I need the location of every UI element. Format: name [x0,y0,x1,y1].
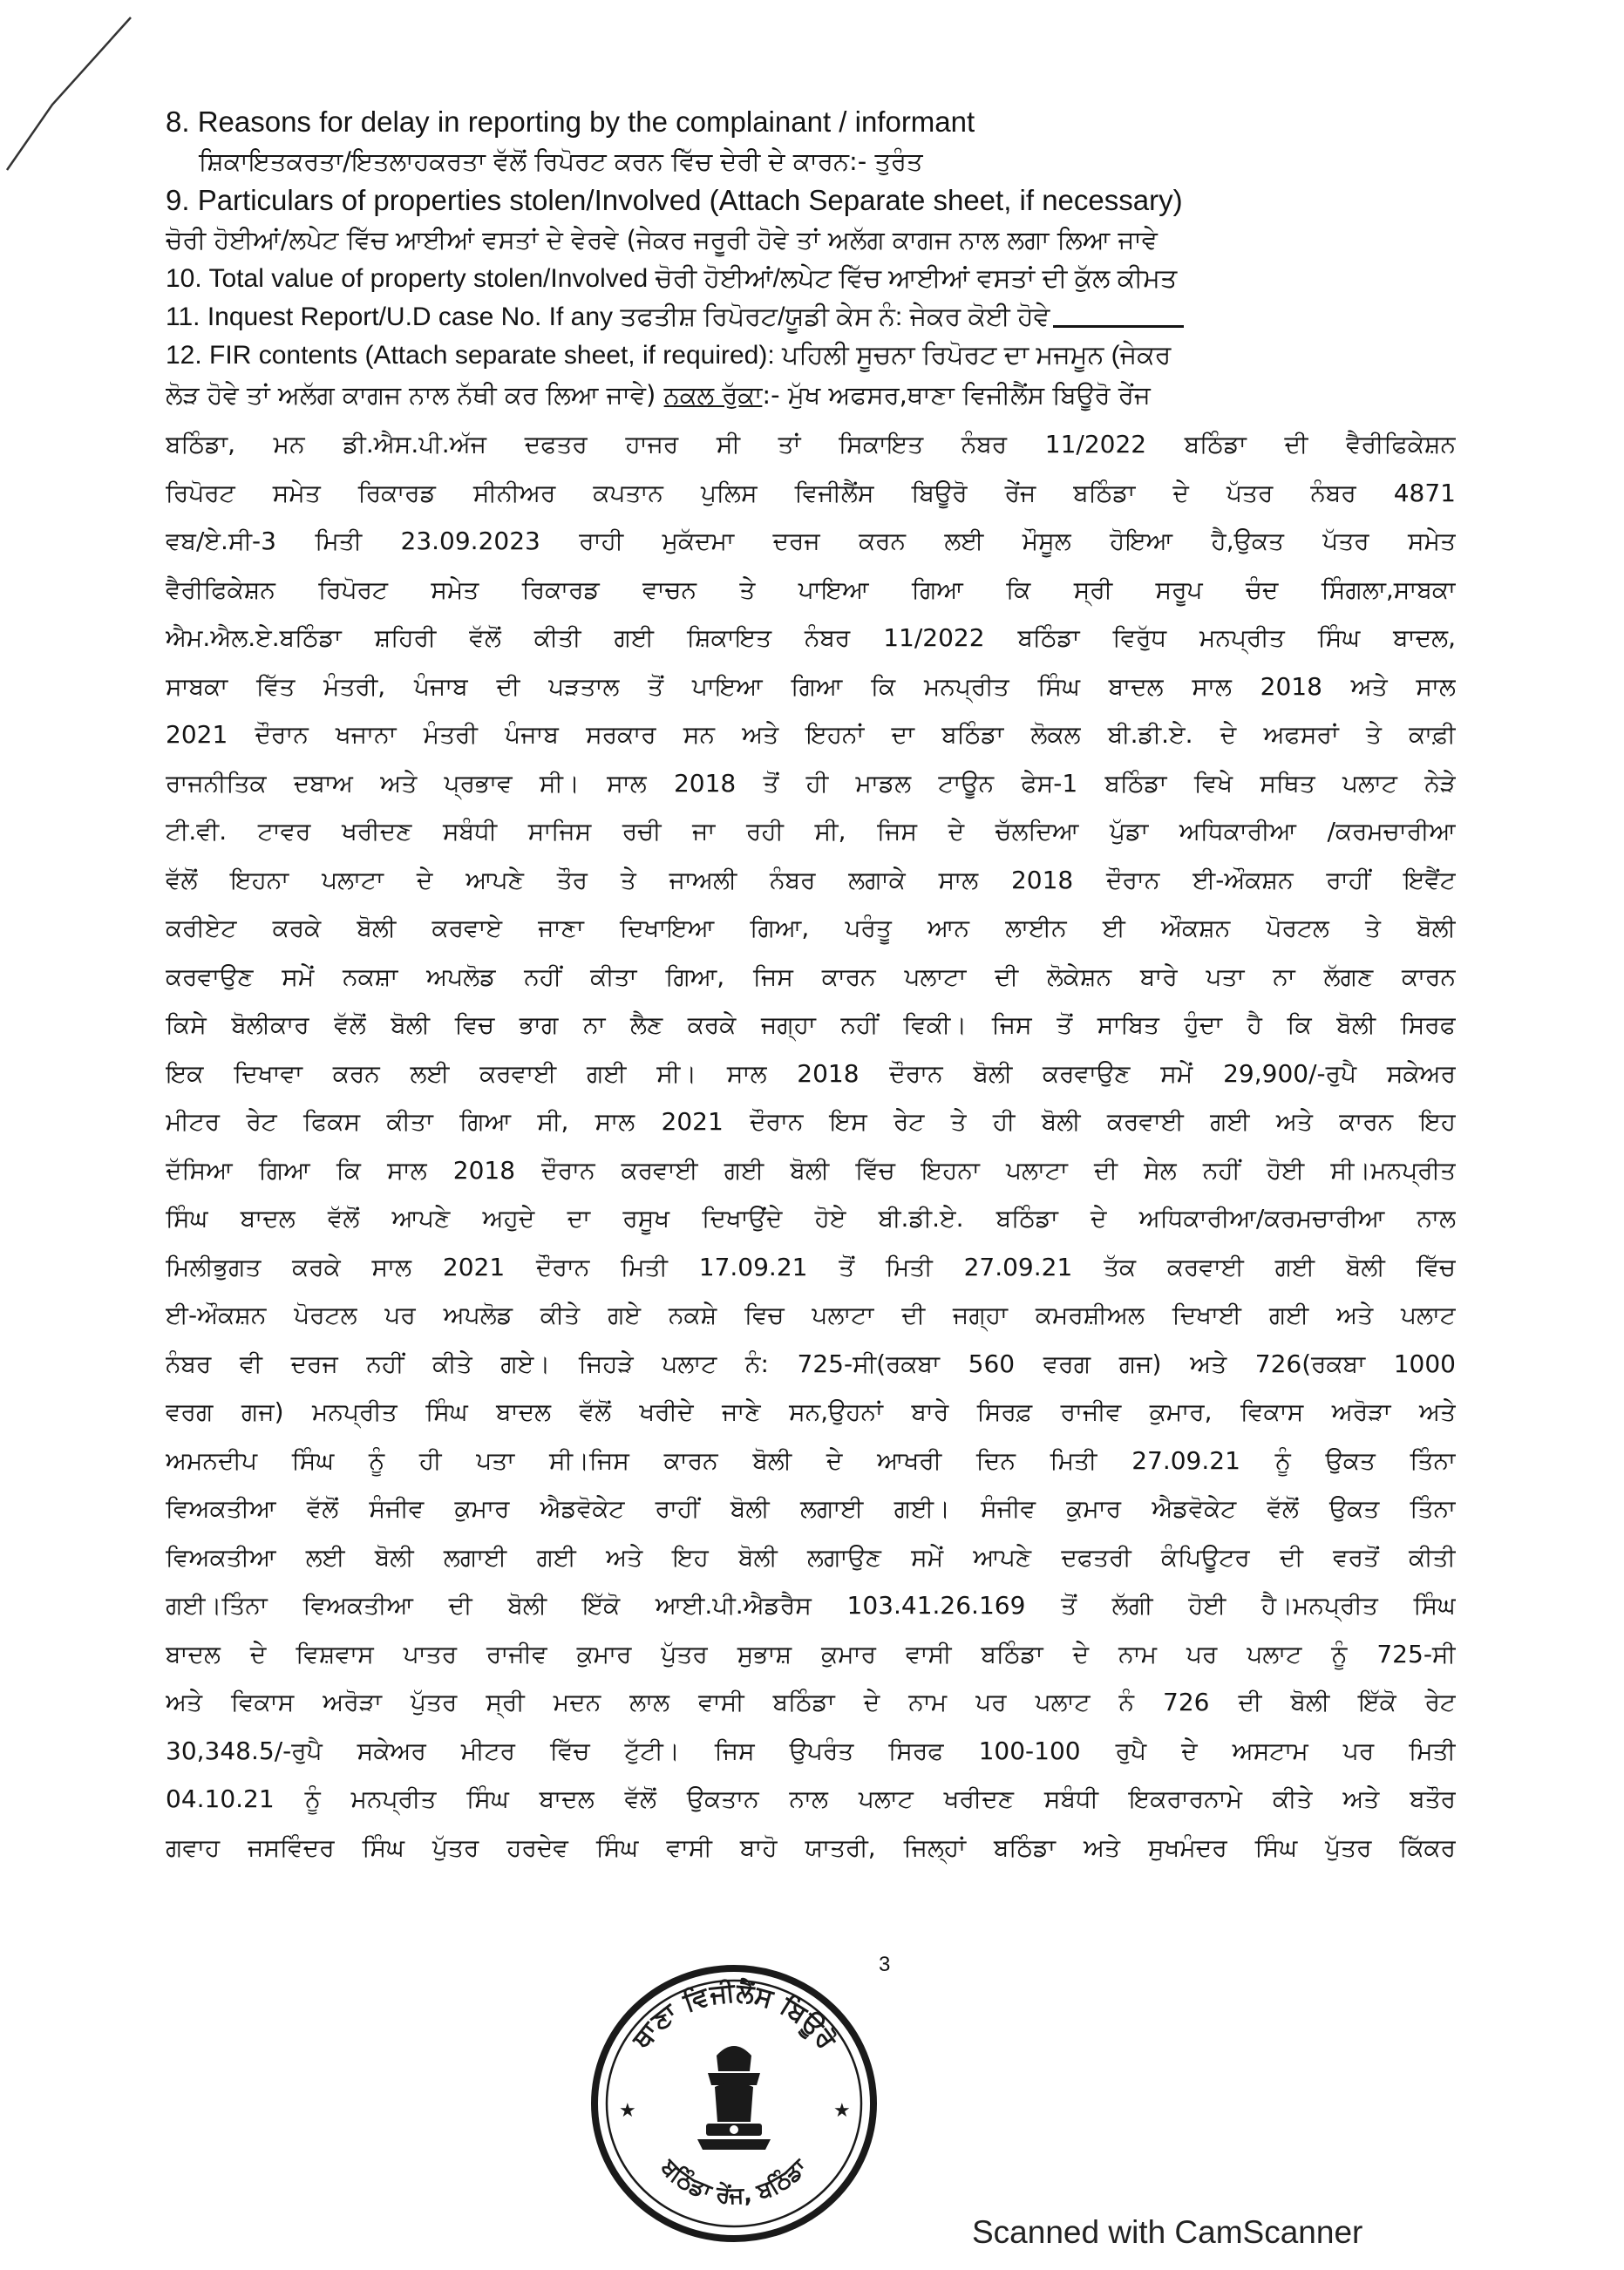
body-line: ਵਰਗ ਗਜ) ਮਨਪ੍ਰੀਤ ਸਿੰਘ ਬਾਦਲ ਵੱਲੋਂ ਖਰੀਦੇ ਜਾਣੇ ਸਨ,ਉਹਨਾਂ ਬਾਰੇ ਸਿਰਫ਼ ਰਾਜੀਵ ਕੁਮਾਰ, ਵਿਕਾਸ ਅਰੋੜਾ ਅਤੇ [166,1397,1456,1426]
item11-english: 11. Inquest Report/U.D case No. If any [166,302,614,331]
ashoka-emblem-icon [697,2046,771,2150]
item8-punjabi-line: ਸ਼ਿਕਾਇਤਕਰਤਾ/ਇਤਲਾਹਕਰਤਾ ਵੱਲੋਂ ਰਿਪੋਰਟ ਕਰਨ ਵਿੱਚ ਦੇਰੀ ਦੇ ਕਾਰਨ:- ਤੁਰੰਤ [199,146,923,176]
item10-line [166,260,1456,298]
seal-star-right-icon: ★ [833,2100,851,2122]
item12-english: 12. FIR contents (Attach separate sheet, if required): [166,341,775,370]
item12-punjabi-heading-1: ਪਹਿਲੀ ਸੂਚਨਾ ਰਿਪੋਰਟ ਦਾ ਮਜਮੂਨ (ਜੇਕਰ [782,341,1172,370]
body-line: ਵਬ/ਏ.ਸੀ-3 ਮਿਤੀ 23.09.2023 ਰਾਹੀ ਮੁਕੱਦਮਾ ਦਰਜ ਕਰਨ ਲਈ ਮੌਸੂਲ ਹੋਇਆ ਹੈ,ਉਕਤ ਪੱਤਰ ਸਮੇਤ [166,527,1456,555]
body-line: ਗਵਾਹ ਜਸਵਿੰਦਰ ਸਿੰਘ ਪੁੱਤਰ ਹਰਦੇਵ ਸਿੰਘ ਵਾਸੀ ਬਾਹੋ ਯਾਤਰੀ, ਜਿਲ੍ਹਾਂ ਬਠਿੰਡਾ ਅਤੇ ਸੁਖਮੰਦਰ ਸਿੰਘ ਪੁੱਤਰ ਕਿੱਕਰ [166,1832,1456,1862]
naqal-rukka-label: ਨਕਲ ਰੁੱਕਾ [663,380,763,410]
item11-line [166,298,1456,336]
item11-punjabi: ਤਫਤੀਸ਼ ਰਿਪੋਰਟ/ਯੂਡੀ ਕੇਸ ਨੰ: ਜੇਕਰ ਕੋਈ ਹੋਵੇ [620,302,1050,331]
body-line: ਗਈ।ਤਿੰਨਾ ਵਿਅਕਤੀਆ ਦੀ ਬੋਲੀ ਇੱਕੋ ਆਈ.ਪੀ.ਐਡਰੈਸ 103.41.26.169 ਤੋਂ ਲੱਗੀ ਹੋਈ ਹੈ।ਮਨਪ੍ਰੀਤ ਸਿੰਘ [166,1591,1456,1620]
body-line: ਕਰਵਾਉਣ ਸਮੇਂ ਨਕਸ਼ਾ ਅਪਲੋਡ ਨਹੀਂ ਕੀਤਾ ਗਿਆ, ਜਿਸ ਕਾਰਨ ਪਲਾਟਾ ਦੀ ਲੋਕੇਸ਼ਨ ਬਾਰੇ ਪਤਾ ਨਾ ਲੱਗਣ ਕਾਰਨ [166,962,1456,991]
fir-body-text [166,420,1456,1872]
body-line: 04.10.21 ਨੂੰ ਮਨਪ੍ਰੀਤ ਸਿੰਘ ਬਾਦਲ ਵੱਲੋਂ ਉਕਤਾਨ ਨਾਲ ਪਲਾਟ ਖਰੀਦਣ ਸਬੰਧੀ ਇਕਰਾਰਨਾਮੇ ਕੀਤੇ ਅਤੇ ਬਤੌਰ [166,1784,1456,1813]
camscanner-watermark: Scanned with CamScanner [972,2214,1363,2250]
body-line: ਰਿਪੋਰਟ ਸਮੇਤ ਰਿਕਾਰਡ ਸੀਨੀਅਰ ਕਪਤਾਨ ਪੁਲਿਸ ਵਿਜੀਲੈਂਸ ਬਿਊਰੋ ਰੇਂਜ ਬਠਿੰਡਾ ਦੇ ਪੱਤਰ ਨੰਬਰ 4871 [166,478,1456,507]
item8-heading: 8. Reasons for delay in reporting by the complainant / informant [166,105,975,138]
body-line: ਬਾਦਲ ਦੇ ਵਿਸ਼ਵਾਸ ਪਾਤਰ ਰਾਜੀਵ ਕੁਮਾਰ ਪੁੱਤਰ ਸੁਭਾਸ਼ ਕੁਮਾਰ ਵਾਸੀ ਬਠਿੰਡਾ ਦੇ ਨਾਮ ਪਰ ਪਲਾਟ ਨੂੰ 725-ਸੀ [166,1639,1456,1669]
body-line: ਮੀਟਰ ਰੇਟ ਫਿਕਸ ਕੀਤਾ ਗਿਆ ਸੀ, ਸਾਲ 2021 ਦੌਰਾਨ ਇਸ ਰੇਟ ਤੇ ਹੀ ਬੋਲੀ ਕਰਵਾਈ ਗਈ ਅਤੇ ਕਾਰਨ ਇਹ [166,1107,1456,1136]
body-line: ਟੀ.ਵੀ. ਟਾਵਰ ਖਰੀਦਣ ਸਬੰਧੀ ਸਾਜਿਸ ਰਚੀ ਜਾ ਰਹੀ ਸੀ, ਜਿਸ ਦੇ ਚੱਲਦਿਆ ਪੁੱਡਾ ਅਧਿਕਾਰੀਆ /ਕਰਮਚਾਰੀਆ [166,817,1456,846]
body-line: ਸਿੰਘ ਬਾਦਲ ਵੱਲੋਂ ਆਪਣੇ ਅਹੁਦੇ ਦਾ ਰਸੂਖ ਦਿਖਾਉਂਦੇ ਹੋਏ ਬੀ.ਡੀ.ਏ. ਬਠਿੰਡਾ ਦੇ ਅਧਿਕਾਰੀਆ/ਕਰਮਚਾਰੀਆ ਨਾਲ [166,1204,1456,1233]
item12-line-2 [166,375,1456,415]
item12-punjabi-heading-2: ਲੋੜ ਹੋਵੇ ਤਾਂ ਅਲੱਗ ਕਾਗਜ ਨਾਲ ਨੱਥੀ ਕਰ ਲਿਆ ਜਾਵੇ) [166,380,656,410]
body-line: ਵੱਲੋਂ ਇਹਨਾ ਪਲਾਟਾ ਦੇ ਆਪਣੇ ਤੌਰ ਤੇ ਜਾਅਲੀ ਨੰਬਰ ਲਗਾਕੇ ਸਾਲ 2018 ਦੌਰਾਨ ਈ-ਔਕਸ਼ਨ ਰਾਹੀਂ ਇਵੈਂਟ [166,865,1456,894]
body-line: ਕਿਸੇ ਬੋਲੀਕਾਰ ਵੱਲੋਂ ਬੋਲੀ ਵਿਚ ਭਾਗ ਨਾ ਲੈਣ ਕਰਕੇ ਜਗ੍ਹਾ ਨਹੀਂ ਵਿਕੀ। ਜਿਸ ਤੋਂ ਸਾਬਿਤ ਹੁੰਦਾ ਹੈ ਕਿ ਬੋਲੀ ਸਿਰਫ [166,1010,1456,1039]
body-line: ਈ-ਔਕਸ਼ਨ ਪੋਰਟਲ ਪਰ ਅਪਲੋਡ ਕੀਤੇ ਗਏ ਨਕਸ਼ੇ ਵਿਚ ਪਲਾਟਾ ਦੀ ਜਗ੍ਹਾ ਕਮਰਸ਼ੀਅਲ ਦਿਖਾਈ ਗਈ ਅਤੇ ਪਲਾਟ [166,1301,1456,1329]
body-line: 30,348.5/-ਰੁਪੈ ਸਕੇਅਰ ਮੀਟਰ ਵਿੱਚ ਟੁੱਟੀ। ਜਿਸ ਉਪਰੰਤ ਸਿਰਫ 100-100 ਰੁਪੈ ਦੇ ਅਸਟਾਮ ਪਰ ਮਿਤੀ [166,1736,1456,1765]
body-line: ਇਕ ਦਿਖਾਵਾ ਕਰਨ ਲਈ ਕਰਵਾਈ ਗਈ ਸੀ। ਸਾਲ 2018 ਦੌਰਾਨ ਬੋਲੀ ਕਰਵਾਉਣ ਸਮੇਂ 29,900/-ਰੁਪੈ ਸਕੇਅਰ [166,1058,1456,1088]
svg-text:ਬਠਿੰਡਾ ਰੇਂਜ, ਬਠਿੰਡਾ [655,2153,813,2209]
item9-punjabi-line: ਚੋਰੀ ਹੋਈਆਂ/ਲਪੇਟ ਵਿੱਚ ਆਈਆਂ ਵਸਤਾਂ ਦੇ ਵੇਰਵੇ (ਜੇਕਰ ਜਰੂਰੀ ਹੋਵੇ ਤਾਂ ਅਲੱਗ ਕਾਗਜ ਨਾਲ ਲਗਾ ਲਿਆ ਜਾਵੇ [166,225,1158,255]
seal-top-text: ਥਾਣਾ ਵਿਜੀਲੈਂਸ ਬਿਊਰੋ [626,1977,842,2055]
seal-star-left-icon: ★ [619,2100,636,2122]
body-line: ਸਾਬਕਾ ਵਿੱਤ ਮੰਤਰੀ, ਪੰਜਾਬ ਦੀ ਪੜਤਾਲ ਤੋਂ ਪਾਇਆ ਗਿਆ ਕਿ ਮਨਪ੍ਰੀਤ ਸਿੰਘ ਬਾਦਲ ਸਾਲ 2018 ਅਤੇ ਸਾਲ [166,671,1456,701]
body-line: ਅਮਨਦੀਪ ਸਿੰਘ ਨੂੰ ਹੀ ਪਤਾ ਸੀ।ਜਿਸ ਕਾਰਨ ਬੋਲੀ ਦੇ ਆਖਰੀ ਦਿਨ ਮਿਤੀ 27.09.21 ਨੂੰ ਉਕਤ ਤਿੰਨਾ [166,1445,1456,1475]
body-line: ਨੰਬਰ ਵੀ ਦਰਜ ਨਹੀਂ ਕੀਤੇ ਗਏ। ਜਿਹੜੇ ਪਲਾਟ ਨੰ: 725-ਸੀ(ਰਕਬਾ 560 ਵਰਗ ਗਜ) ਅਤੇ 726(ਰਕਬਾ 1000 [166,1349,1456,1378]
item12-line-1 [166,336,1456,375]
item9-heading: 9. Particulars of properties stolen/Involved (Attach Separate sheet, if necessary) [166,184,1183,216]
item11-blank-line [1053,309,1184,328]
body-line: ਕਰੀਏਟ ਕਰਕੇ ਬੋਲੀ ਕਰਵਾਏ ਜਾਣਾ ਦਿਖਾਇਆ ਗਿਆ, ਪਰੰਤੂ ਆਨ ਲਾਈਨ ਈ ਔਕਸ਼ਨ ਪੋਰਟਲ ਤੇ ਬੋਲੀ [166,914,1456,942]
body-line: ਵੈਰੀਫਿਕੇਸ਼ਨ ਰਿਪੋਰਟ ਸਮੇਤ ਰਿਕਾਰਡ ਵਾਚਨ ਤੇ ਪਾਇਆ ਗਿਆ ਕਿ ਸ੍ਰੀ ਸਰੂਪ ਚੰਦ ਸਿੰਗਲਾ,ਸਾਬਕਾ [166,574,1456,604]
fir-page [166,103,1456,1872]
pen-stroke-mark [0,0,139,174]
body-line: 2021 ਦੌਰਾਨ ਖਜਾਨਾ ਮੰਤਰੀ ਪੰਜਾਬ ਸਰਕਾਰ ਸਨ ਅਤੇ ਇਹਨਾਂ ਦਾ ਬਠਿੰਡਾ ਲੋਕਲ ਬੀ.ਡੀ.ਏ. ਦੇ ਅਫਸਰਾਂ ਤੇ ਕਾਫ਼ੀ [166,720,1456,749]
body-line: ਰਾਜਨੀਤਿਕ ਦਬਾਅ ਅਤੇ ਪ੍ਰਭਾਵ ਸੀ। ਸਾਲ 2018 ਤੋਂ ਹੀ ਮਾਡਲ ਟਾਊਨ ਫੇਸ-1 ਬਠਿੰਡਾ ਵਿਖੇ ਸਥਿਤ ਪਲਾਟ ਨੇੜੇ [166,768,1456,798]
body-line: ਐਮ.ਐਲ.ਏ.ਬਠਿੰਡਾ ਸ਼ਹਿਰੀ ਵੱਲੋਂ ਕੀਤੀ ਗਈ ਸ਼ਿਕਾਇਤ ਨੰਬਰ 11/2022 ਬਠਿੰਡਾ ਵਿਰੁੱਧ ਮਨਪ੍ਰੀਤ ਸਿੰਘ ਬਾਦਲ, [166,623,1456,652]
body-line: ਦੱਸਿਆ ਗਿਆ ਕਿ ਸਾਲ 2018 ਦੌਰਾਨ ਕਰਵਾਈ ਗਈ ਬੋਲੀ ਵਿੱਚ ਇਹਨਾ ਪਲਾਟਾ ਦੀ ਸੇਲ ਨਹੀਂ ਹੋਈ ਸੀ।ਮਨਪ੍ਰੀਤ [166,1155,1456,1185]
body-line: ਮਿਲੀਭੁਗਤ ਕਰਕੇ ਸਾਲ 2021 ਦੌਰਾਨ ਮਿਤੀ 17.09.21 ਤੋਂ ਮਿਤੀ 27.09.21 ਤੱਕ ਕਰਵਾਈ ਗਈ ਬੋਲੀ ਵਿੱਚ [166,1252,1456,1281]
item12-line2-rest: :- ਮੁੱਖ ਅਫਸਰ,ਥਾਣਾ ਵਿਜੀਲੈਂਸ ਬਿਊਰੋ ਰੇਂਜ [762,380,1151,410]
body-line: ਅਤੇ ਵਿਕਾਸ ਅਰੋੜਾ ਪੁੱਤਰ ਸ੍ਰੀ ਮਦਨ ਲਾਲ ਵਾਸੀ ਬਠਿੰਡਾ ਦੇ ਨਾਮ ਪਰ ਪਲਾਟ ਨੰ 726 ਦੀ ਬੋਲੀ ਇੱਕੋ ਰੇਟ [166,1688,1456,1716]
page-number: 3 [879,1953,891,1976]
official-seal-stamp [586,1960,882,2247]
body-line: ਵਿਅਕਤੀਆ ਲਈ ਬੋਲੀ ਲਗਾਈ ਗਈ ਅਤੇ ਇਹ ਬੋਲੀ ਲਗਾਉਣ ਸਮੇਂ ਆਪਣੇ ਦਫਤਰੀ ਕੰਪਿਊਟਰ ਦੀ ਵਰਤੋਂ ਕੀਤੀ [166,1542,1456,1572]
seal-bottom-text: ਬਠਿੰਡਾ ਰੇਂਜ, ਬਠਿੰਡਾ [655,2154,813,2210]
item10-punjabi: ਚੋਰੀ ਹੋਈਆਂ/ਲਪੇਟ ਵਿੱਚ ਆਈਆਂ ਵਸਤਾਂ ਦੀ ਕੁੱਲ ਕੀਮਤ [655,264,1178,293]
body-line: ਵਿਅਕਤੀਆ ਵੱਲੋਂ ਸੰਜੀਵ ਕੁਮਾਰ ਐਡਵੋਕੇਟ ਰਾਹੀਂ ਬੋਲੀ ਲਗਾਈ ਗਈ। ਸੰਜੀਵ ਕੁਮਾਰ ਐਡਵੋਕੇਟ ਵੱਲੋਂ ਉਕਤ ਤਿੰਨਾ [166,1494,1456,1523]
item10-english: 10. Total value of property stolen/Involved [166,264,649,293]
body-line: ਬਠਿੰਡਾ, ਮਨ ਡੀ.ਐਸ.ਪੀ.ਅੱਜ ਦਫਤਰ ਹਾਜਰ ਸੀ ਤਾਂ ਸਿਕਾਇਤ ਨੰਬਰ 11/2022 ਬਠਿੰਡਾ ਦੀ ਵੈਰੀਫਿਕੇਸ਼ਨ [166,430,1456,459]
